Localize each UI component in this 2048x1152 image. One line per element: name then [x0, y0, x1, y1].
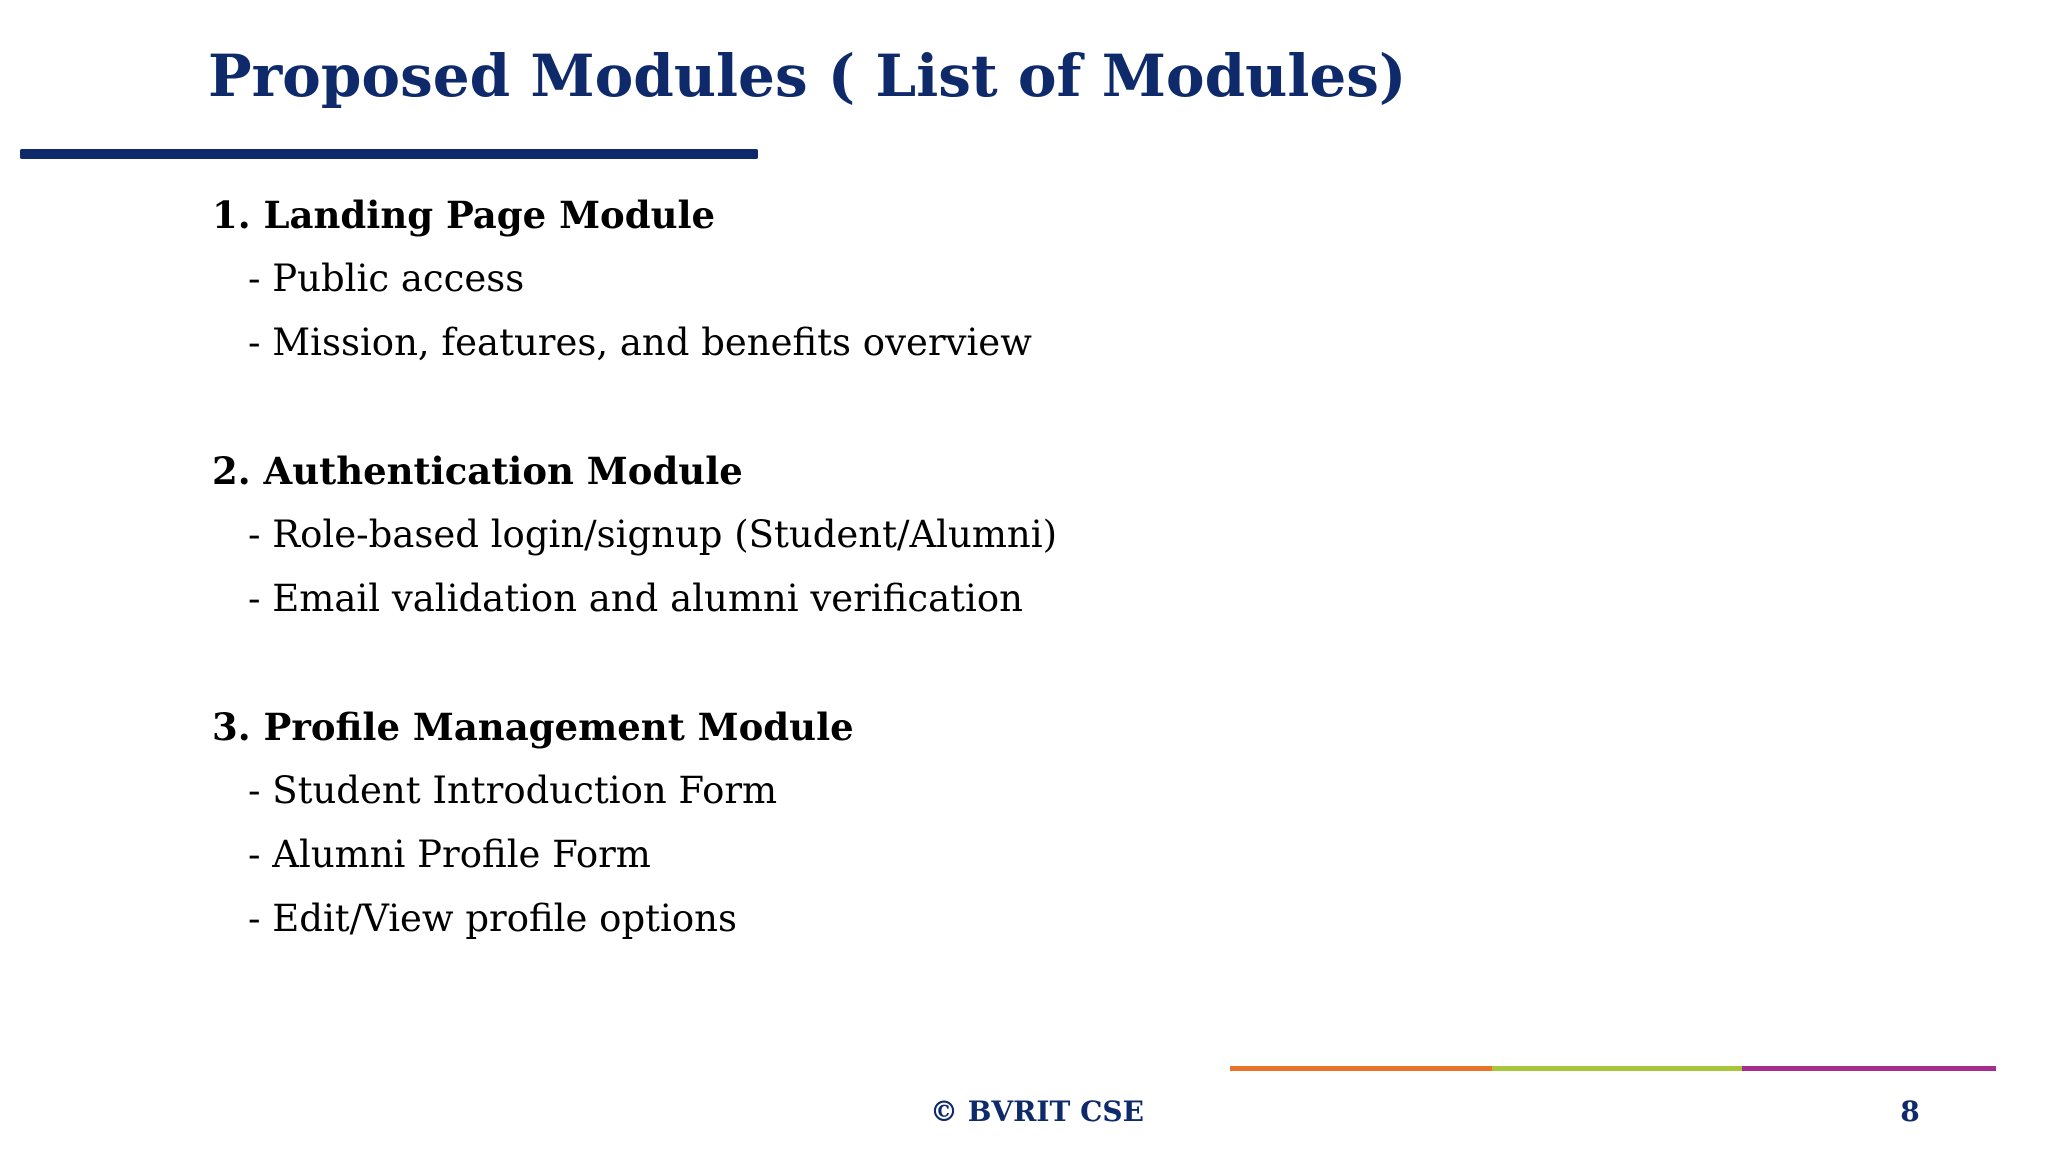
module-item: - Mission, features, and benefits overview — [248, 321, 1032, 364]
module-heading: 3. Profile Management Module — [212, 705, 854, 749]
slide-title: Proposed Modules ( List of Modules) — [208, 42, 1407, 110]
module-item: - Alumni Profile Form — [248, 833, 651, 876]
module-landing-page — [212, 183, 1712, 375]
footer-copyright: © BVRIT CSE — [930, 1095, 1144, 1128]
module-heading: 2. Authentication Module — [212, 449, 743, 493]
page-number: 8 — [1900, 1095, 1920, 1128]
footer-accent-bar-orange — [1230, 1066, 1492, 1071]
module-items — [212, 759, 1712, 951]
module-item: - Email validation and alumni verification — [248, 577, 1023, 620]
module-profile-management — [212, 695, 1712, 951]
footer-accent-bar-green — [1492, 1066, 1742, 1071]
module-items — [212, 247, 1712, 375]
module-item: - Public access — [248, 257, 525, 300]
title-underline — [20, 149, 758, 159]
module-authentication — [212, 439, 1712, 631]
module-item: - Role-based login/signup (Student/Alumni) — [248, 513, 1058, 556]
module-item: - Student Introduction Form — [248, 769, 778, 812]
module-heading: 1. Landing Page Module — [212, 193, 716, 237]
module-list — [212, 183, 1712, 1015]
footer-accent-bar-purple — [1742, 1066, 1996, 1071]
module-items — [212, 503, 1712, 631]
module-item: - Edit/View profile options — [248, 897, 737, 940]
